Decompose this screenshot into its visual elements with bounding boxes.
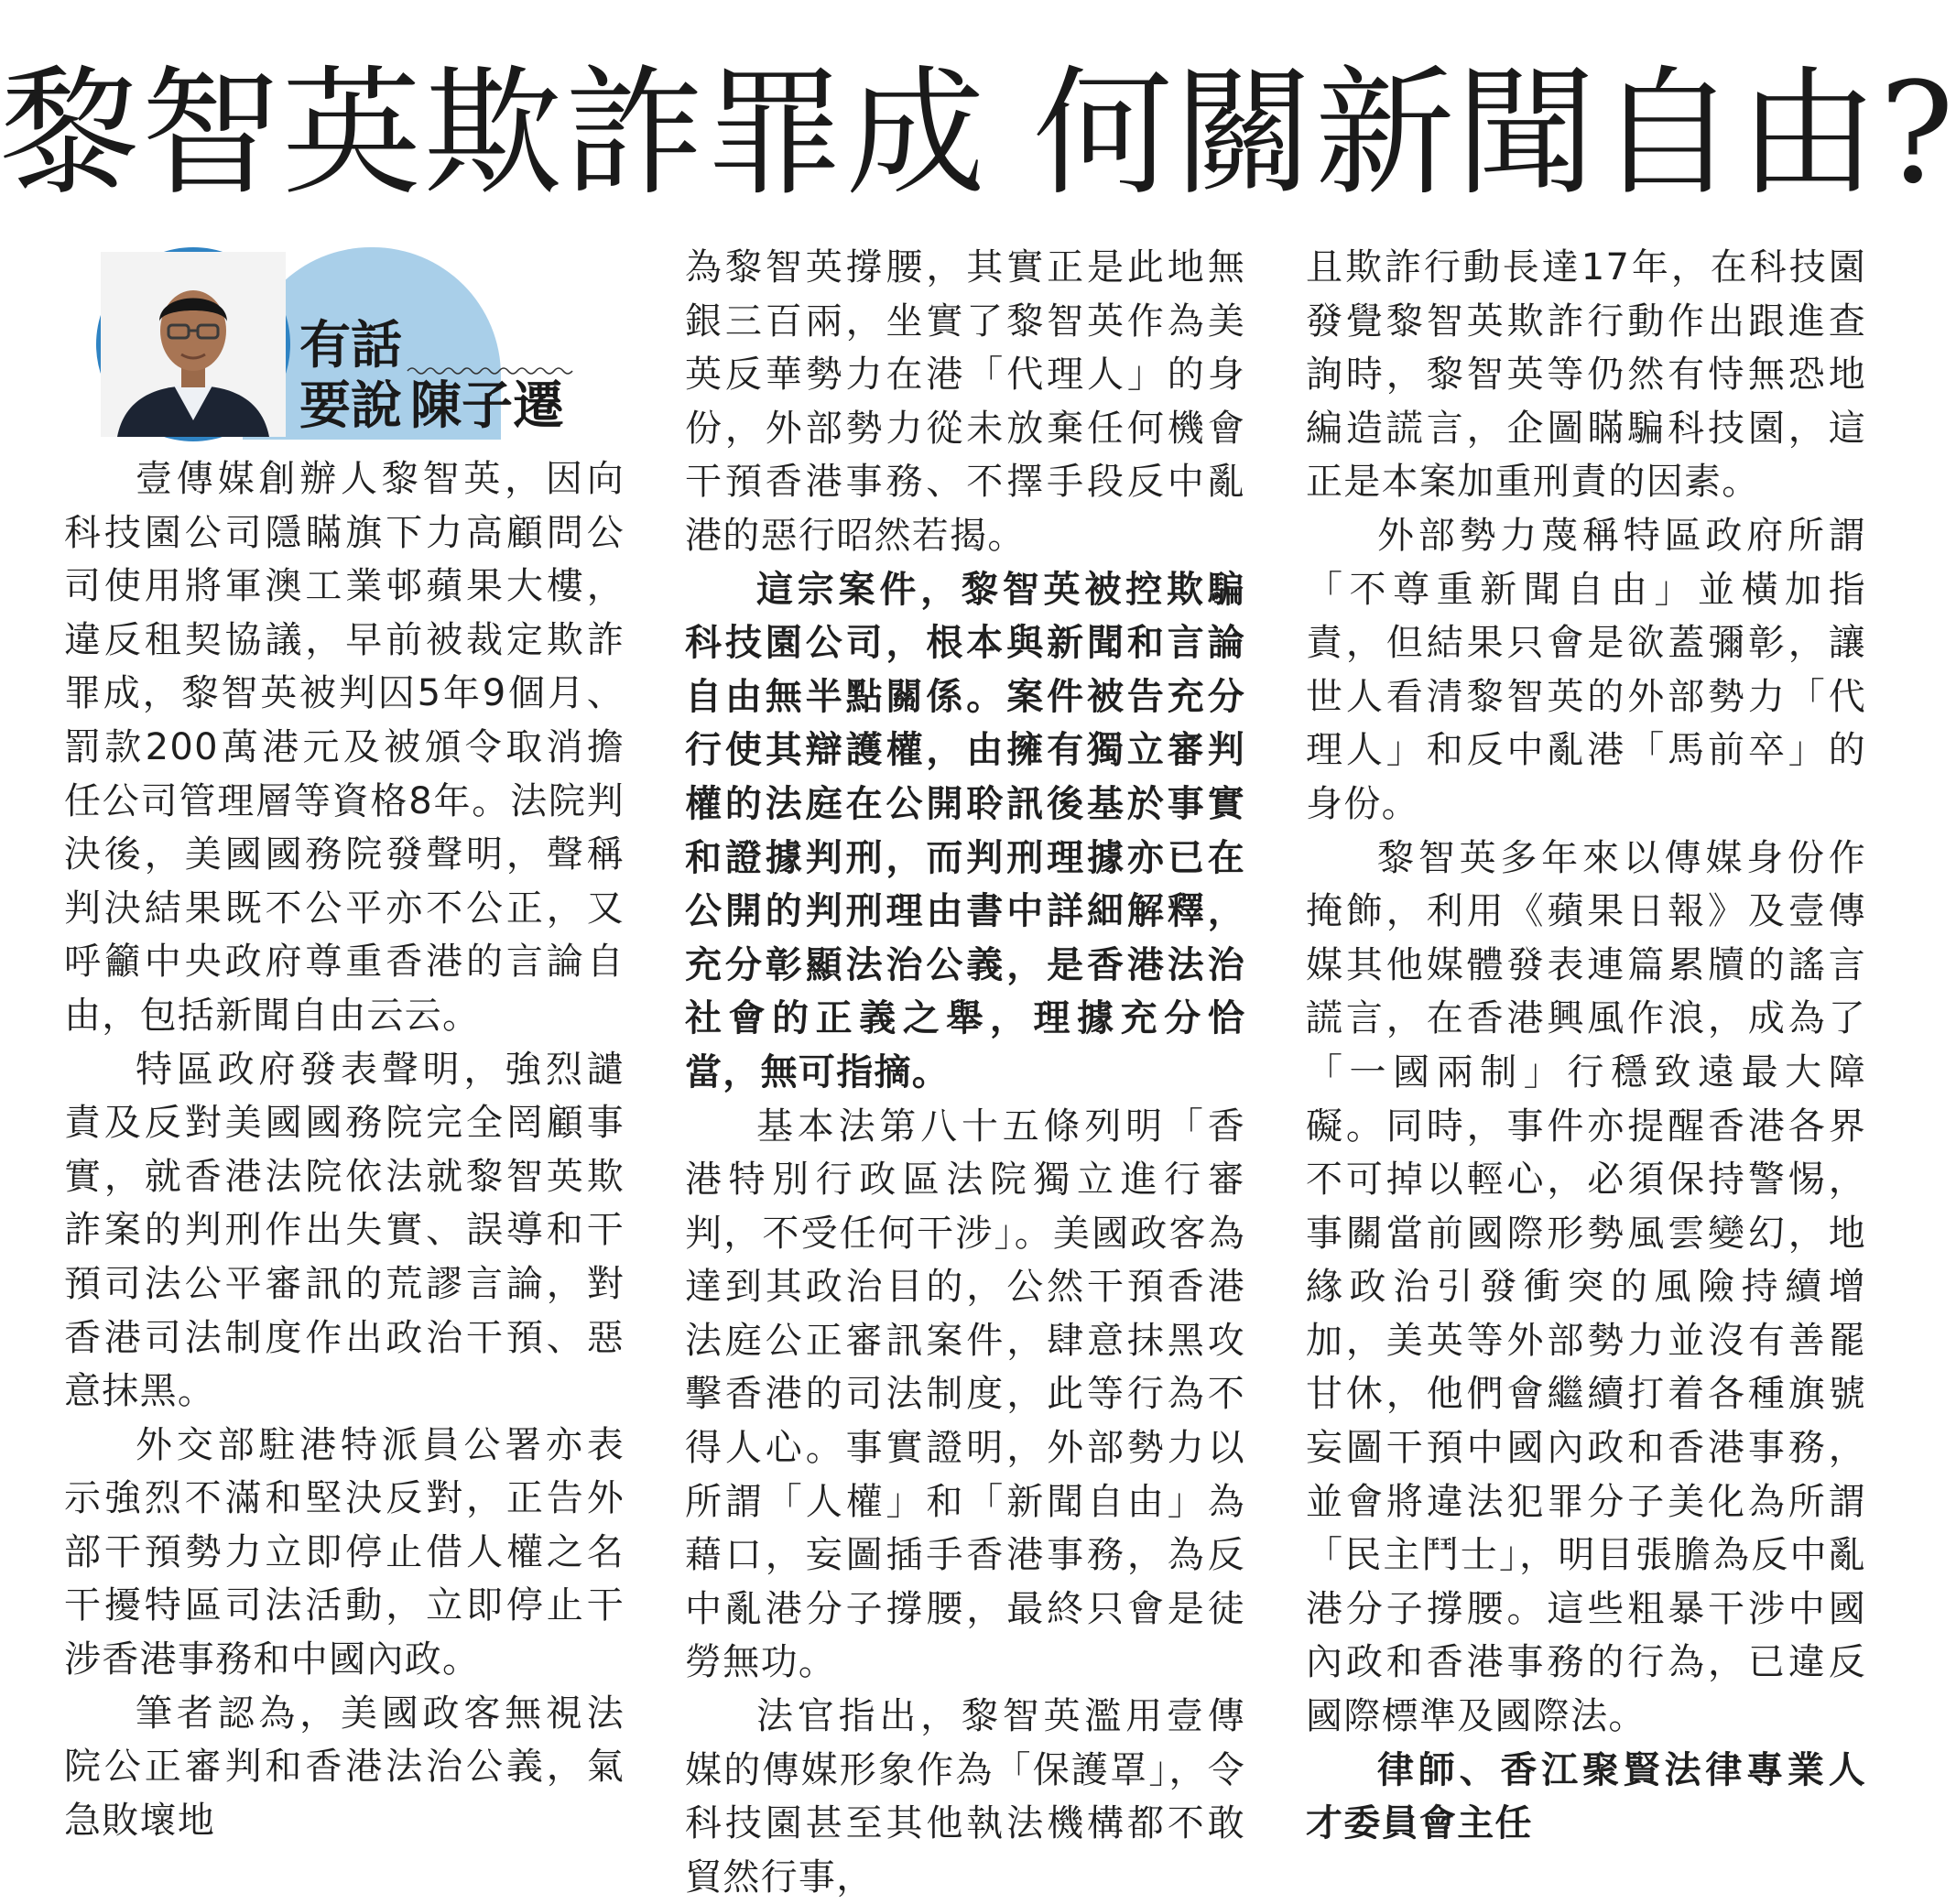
author-name: 陳子遷 [410, 375, 564, 436]
column-label-line1: 有話 [299, 315, 402, 375]
bold-paragraph: 這宗案件，黎智英被控欺騙科技園公司，根本與新聞和言論自由無半點關係。案件被告充分行使其辯護權，由擁有獨立審判權的法庭在公開聆訊後基於事實和證據判刑，而判刑理據亦已在公開的判刑理由書中詳細解釋，充分彰顯法治公義，是香港法治社會的正義之舉，理據充分恰當，無可指摘。 [685, 568, 1245, 1093]
paragraph: 且欺詐行動長達17年，在科技園發覺黎智英欺詐行動作出跟進查詢時，黎智英等仍然有恃無恐地編造謊言，企圖瞞騙科技園，這正是本案加重刑責的因素。 [1306, 246, 1866, 504]
article-column-3 [1306, 241, 1866, 1845]
article-column-1 [64, 452, 625, 1842]
author-badge [96, 247, 408, 440]
paragraph: 黎智英多年來以傳媒身份作掩飾，利用《蘋果日報》及壹傳媒其他媒體發表連篇累牘的謠言謊言，在香港興風作浪，成為了「一國兩制」行穩致遠最大障礙。同時，事件亦提醒香港各界不可掉以輕心，必須保持警惕，事關當前國際形勢風雲變幻，地緣政治引發衝突的風險持續增加，美英等外部勢力並沒有善罷甘休，他們會繼續打着各種旗號妄圖干預中國內政和香港事務，並會將違法犯罪分子美化為所謂「民主鬥士」，明目張膽為反中亂港分子撐腰。這些粗暴干涉中國內政和香港事務的行為，已違反國際標準及國際法。 [1306, 836, 1866, 1738]
paragraph: 法官指出，黎智英濫用壹傳媒的傳媒形象作為「保護罩」，令科技園甚至其他執法機構都不敢貿然行事， [685, 1695, 1245, 1899]
paragraph: 外部勢力蔑稱特區政府所謂「不尊重新聞自由」並橫加指責，但結果只會是欲蓋彌彰，讓世人看清黎智英的外部勢力「代理人」和反中亂港「馬前卒」的身份。 [1306, 514, 1866, 825]
column-label-line2: 要說 [299, 375, 402, 436]
author-portrait-icon [96, 247, 290, 441]
paragraph: 特區政府發表聲明，強烈譴責及反對美國國務院完全罔顧事實，就香港法院依法就黎智英欺詐案的判刑作出失實、誤導和干預司法公平審訊的荒謬言論，對香港司法制度作出政治干預、惡意抹黑。 [64, 1048, 625, 1413]
headline: 黎智英欺詐罪成 何關新聞自由? [0, 52, 1956, 214]
paragraph: 基本法第八十五條列明「香港特別行政區法院獨立進行審判，不受任何干涉」。美國政客為達到其政治目的，公然干預香港法庭公正審訊案件，肆意抹黑攻擊香港的司法制度，此等行為不得人心。事實證明，外部勢力以所謂「人權」和「新聞自由」為藉口，妄圖插手香港事務，為反中亂港分子撐腰，最終只會是徒勞無功。 [685, 1104, 1245, 1684]
paragraph: 外交部駐港特派員公署亦表示強烈不滿和堅決反對，正告外部干預勢力立即停止借人權之名干擾特區司法活動，立即停止干涉香港事務和中國內政。 [64, 1423, 625, 1681]
article-column-2 [685, 241, 1245, 1899]
paragraph: 為黎智英撐腰，其實正是此地無銀三百兩，坐實了黎智英作為美英反華勢力在港「代理人」的身份，外部勢力從未放棄任何機會干預香港事務、不擇手段反中亂港的惡行昭然若揭。 [685, 246, 1245, 557]
paragraph: 筆者認為，美國政客無視法院公正審判和香港法治公義，氣急敗壞地 [64, 1692, 625, 1842]
author-credential: 律師、香江聚賢法律專業人才委員會主任 [1306, 1748, 1866, 1845]
paragraph: 壹傳媒創辦人黎智英，因向科技園公司隱瞞旗下力高顧問公司使用將軍澳工業邨蘋果大樓，違反租契協議，早前被裁定欺詐罪成，黎智英被判囚5年9個月、罰款200萬港元及被頒令取消擔任公司管理層等資格8年。法院判決後，美國國務院發聲明，聲稱判決結果既不公平亦不公正，又呼籲中央政府尊重香港的言論自由，包括新聞自由云云。 [64, 458, 625, 1037]
